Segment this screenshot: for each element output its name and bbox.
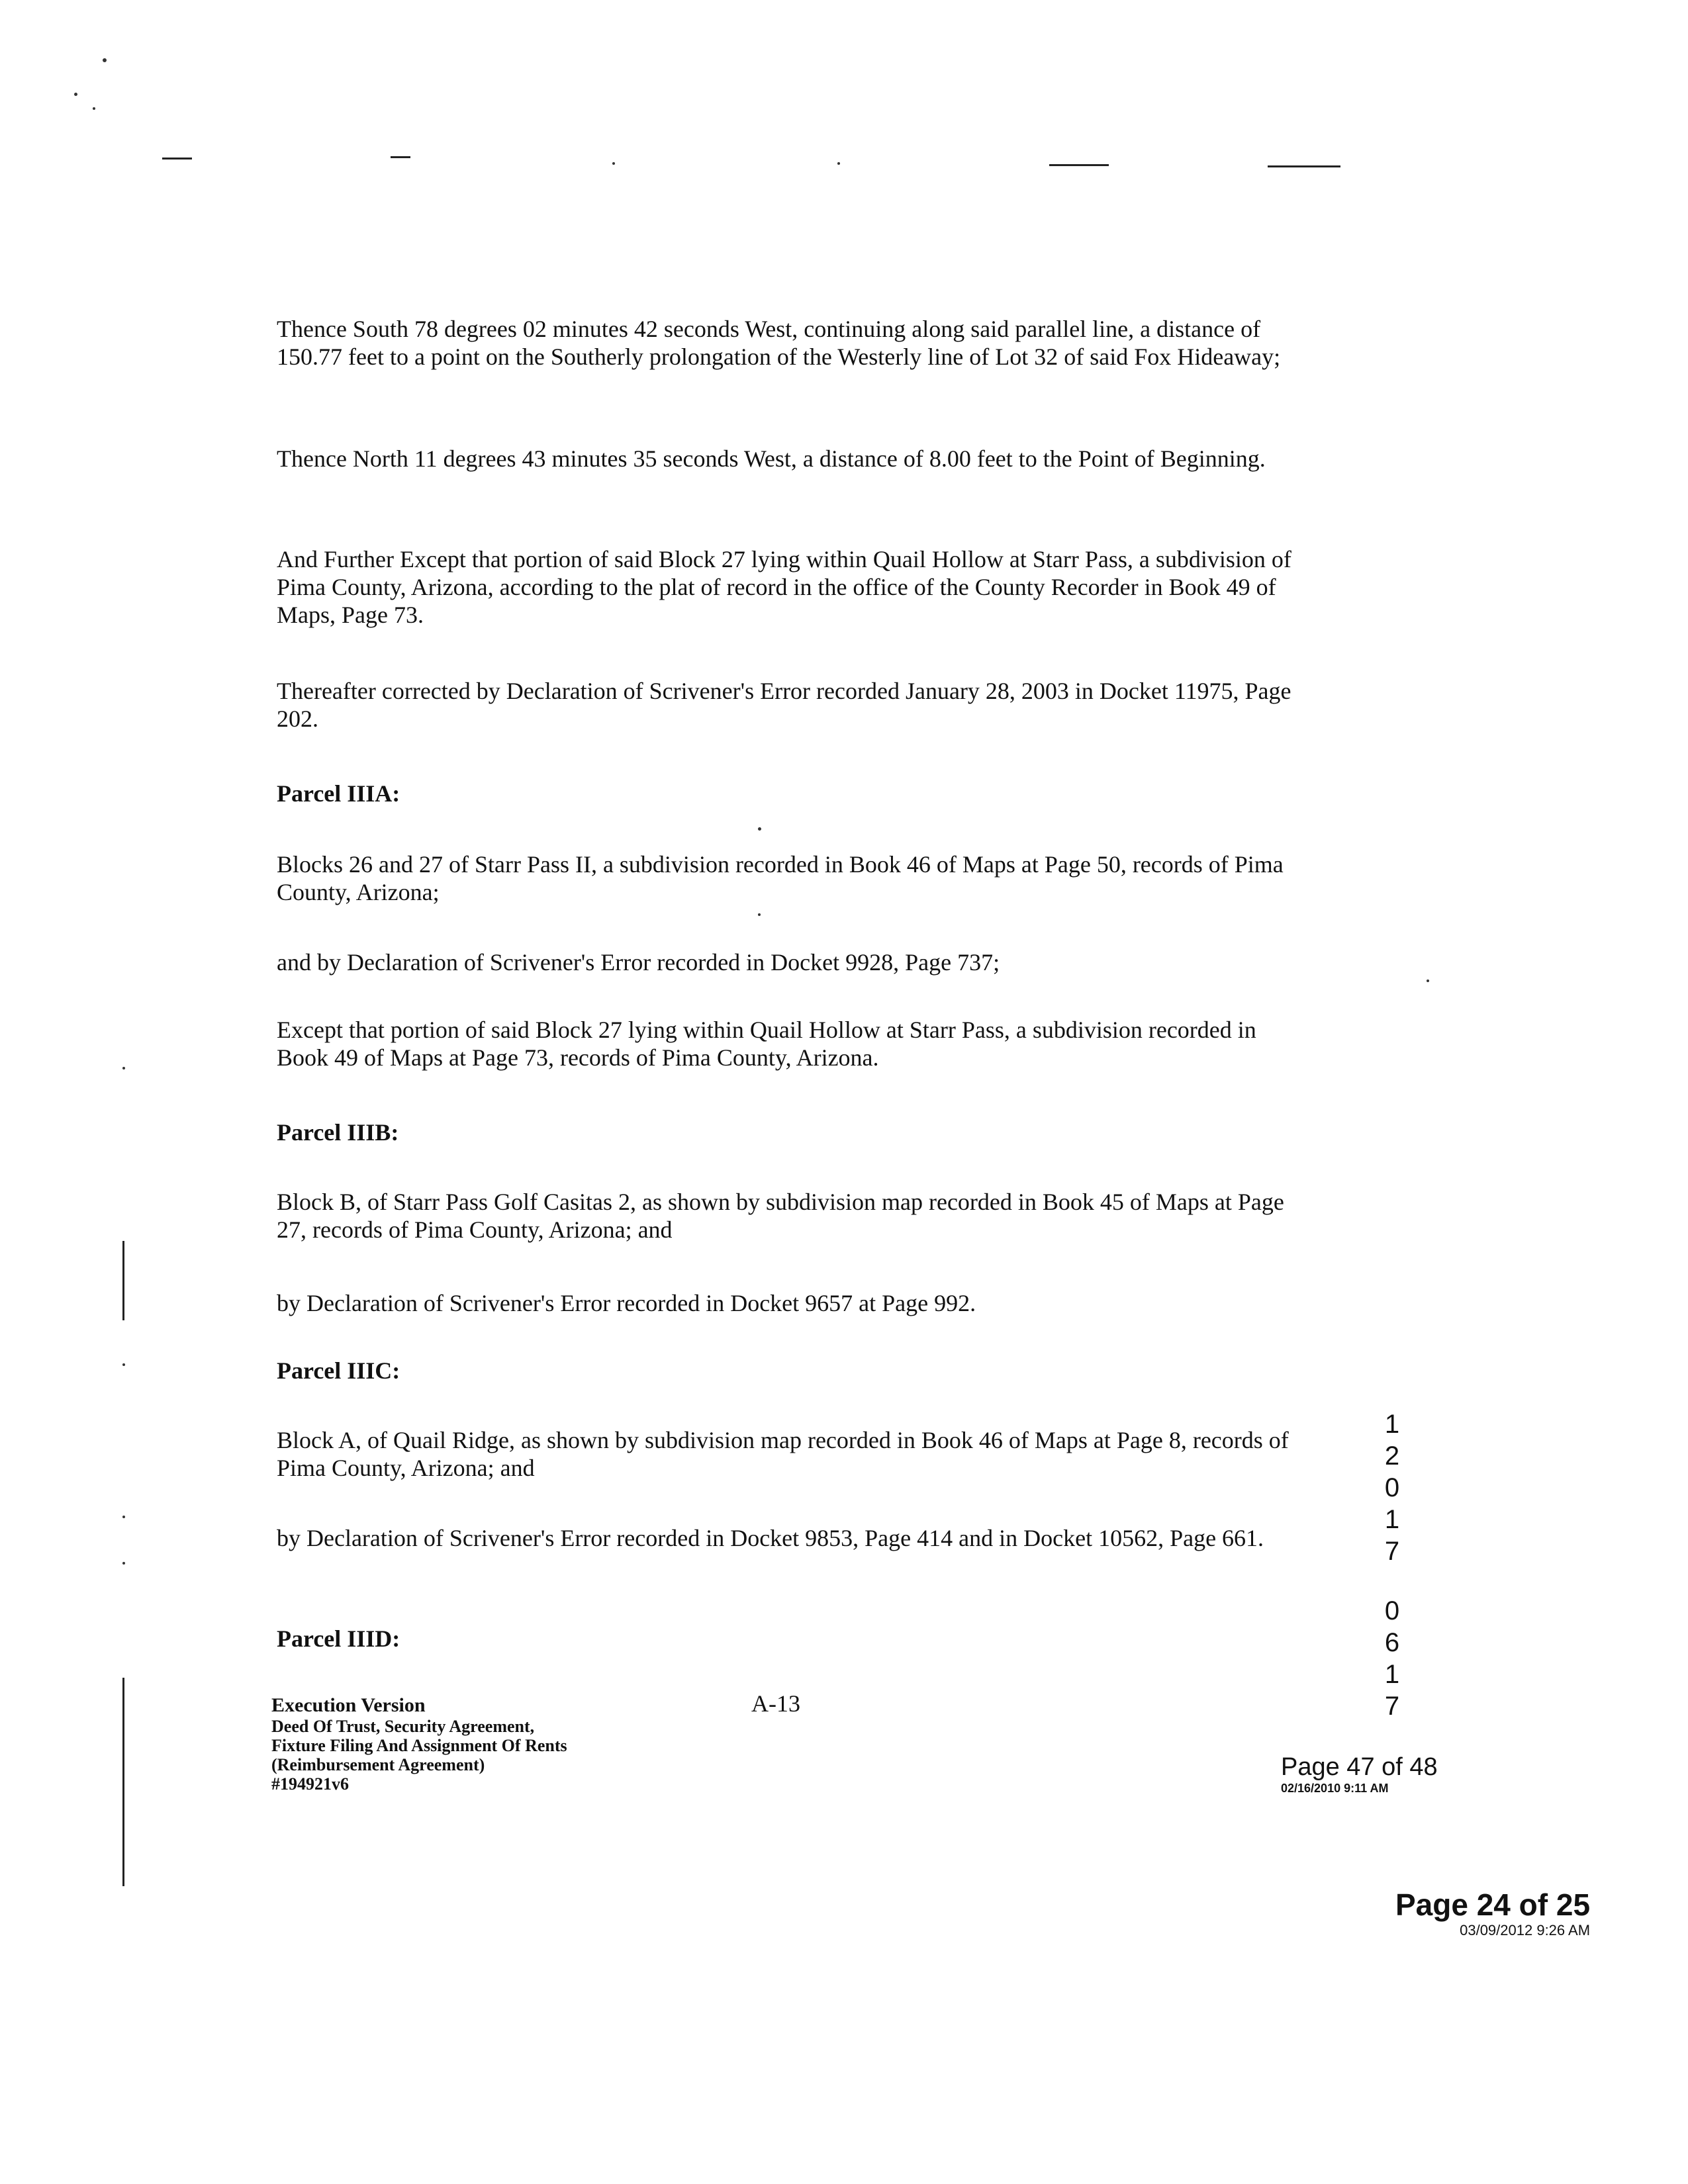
footer-line: (Reimbursement Agreement)	[271, 1755, 485, 1774]
paragraph: Thence South 78 degrees 02 minutes 42 seconds West, continuing along said parallel line, a distance of 150.77 feet to a point on the Southerly prolongation of the Westerly line of Lot 32 of said Fox Hideaway;	[277, 316, 1281, 370]
scan-rule	[1268, 165, 1340, 167]
scan-rule	[391, 156, 410, 158]
footer-line: #194921v6	[271, 1774, 349, 1794]
recording-digit: 1	[1384, 1410, 1400, 1439]
recording-digit: 2	[1384, 1441, 1400, 1471]
recording-digit: 0	[1384, 1473, 1400, 1502]
paragraph: by Declaration of Scrivener's Error recorded in Docket 9853, Page 414 and in Docket 10562, Page 661.	[277, 1525, 1264, 1551]
paragraph: Block A, of Quail Ridge, as shown by subdivision map recorded in Book 46 of Maps at Page 8, records of Pima County, Arizona; and	[277, 1427, 1289, 1481]
footer-line: Deed Of Trust, Security Agreement,	[271, 1717, 535, 1736]
scan-speck	[837, 162, 840, 165]
paragraph: Thereafter corrected by Declaration of Scrivener's Error recorded January 28, 2003 in Docket 11975, Page 202.	[277, 678, 1291, 732]
page-code: A-13	[751, 1690, 800, 1717]
document-footer	[271, 1694, 567, 1794]
scan-margin-line	[122, 1678, 124, 1886]
paragraph: and by Declaration of Scrivener's Error recorded in Docket 9928, Page 737;	[277, 949, 1000, 976]
scan-speck	[122, 1516, 125, 1518]
footer-line: Fixture Filing And Assignment Of Rents	[271, 1736, 567, 1755]
scan-speck	[122, 1562, 125, 1565]
footer-line: Execution Version	[271, 1694, 426, 1716]
scan-speck	[612, 162, 615, 165]
scan-speck	[1427, 979, 1429, 982]
recording-digit: 7	[1384, 1537, 1400, 1566]
section-heading: Parcel IIID:	[277, 1625, 400, 1652]
recording-number	[1376, 1408, 1409, 1722]
recording-digit: 1	[1384, 1505, 1400, 1534]
stamp-page-count: Page 47 of 48	[1281, 1753, 1438, 1781]
scan-speck	[74, 93, 77, 96]
scan-speck	[122, 1067, 125, 1069]
page-stamp-secondary	[1395, 1888, 1590, 1939]
stamp-timestamp: 03/09/2012 9:26 AM	[1460, 1922, 1591, 1938]
paragraph: And Further Except that portion of said Block 27 lying within Quail Hollow at Starr Pass, a subdivision of Pima County, Arizona, according to the plat of record in the office of the County Recorder in Book 49 of Maps, Page 73.	[277, 546, 1291, 628]
recording-digit: 6	[1384, 1628, 1400, 1657]
scan-margin-line	[122, 1241, 124, 1320]
paragraph: Thence North 11 degrees 43 minutes 35 seconds West, a distance of 8.00 feet to the Point of Beginning.	[277, 445, 1266, 472]
recording-digit: 0	[1384, 1596, 1400, 1625]
paragraph: Blocks 26 and 27 of Starr Pass II, a subdivision recorded in Book 46 of Maps at Page 50, records of Pima County, Arizona;	[277, 851, 1284, 905]
stamp-page-count: Page 24 of 25	[1395, 1888, 1591, 1922]
stamp-timestamp: 02/16/2010 9:11 AM	[1281, 1782, 1389, 1795]
section-heading: Parcel IIIA:	[277, 780, 400, 807]
scan-speck	[758, 827, 761, 831]
paragraph: Block B, of Starr Pass Golf Casitas 2, as shown by subdivision map recorded in Book 45 of Maps at Page 27, records of Pima County, Arizona; and	[277, 1189, 1284, 1243]
paragraph: by Declaration of Scrivener's Error recorded in Docket 9657 at Page 992.	[277, 1290, 976, 1316]
scan-speck	[758, 913, 761, 916]
section-heading: Parcel IIIC:	[277, 1357, 400, 1384]
paragraph: Except that portion of said Block 27 lying within Quail Hollow at Starr Pass, a subdivision recorded in Book 49 of Maps at Page 73, records of Pima County, Arizona.	[277, 1017, 1256, 1071]
recording-digit: 7	[1384, 1692, 1400, 1721]
recording-gap	[1376, 1567, 1409, 1595]
recording-digit: 1	[1384, 1660, 1400, 1689]
scan-speck	[93, 107, 95, 110]
scan-rule	[1049, 164, 1109, 166]
scan-speck	[103, 58, 107, 62]
page-stamp-primary	[1281, 1752, 1438, 1795]
scan-rule	[162, 158, 192, 159]
scan-speck	[122, 1363, 125, 1366]
section-heading: Parcel IIIB:	[277, 1119, 399, 1146]
